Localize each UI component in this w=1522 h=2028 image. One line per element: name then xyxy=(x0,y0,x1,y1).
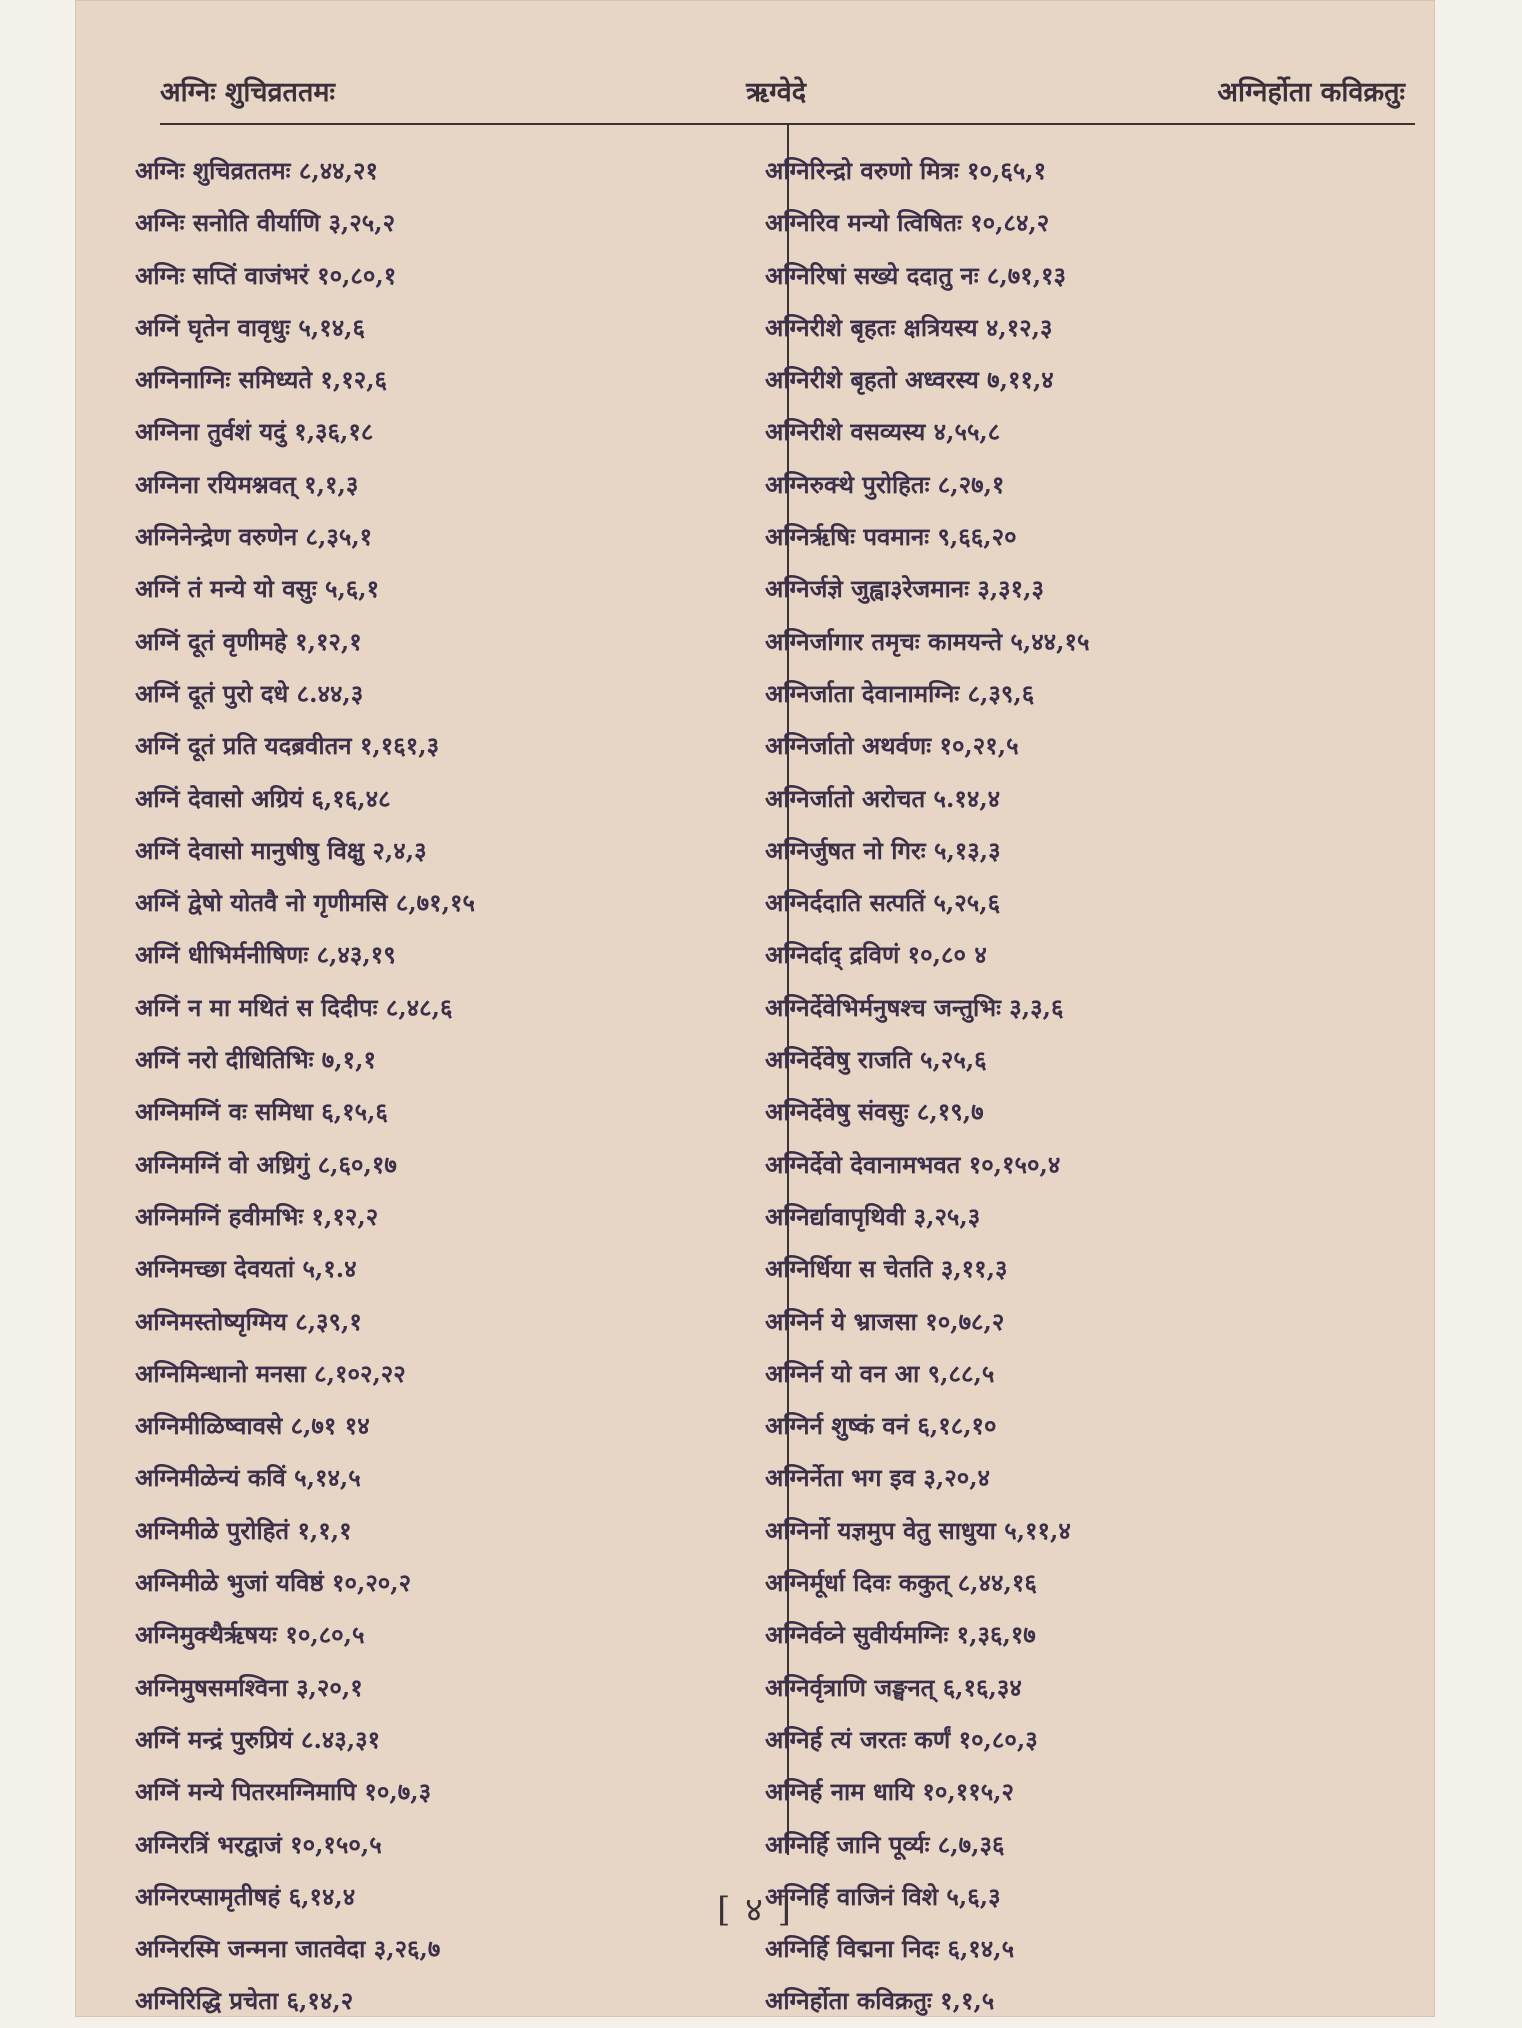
index-entry: अग्निर्ऋषिः पवमानः ९,६६,२० xyxy=(765,522,1017,552)
index-entry: अग्निर्न ये भ्राजसा १०,७८,२ xyxy=(765,1306,1005,1336)
index-entry: अग्निना रयिमश्नवत् १,१,३ xyxy=(135,469,359,499)
index-entry: अग्निरुक्थे पुरोहितः ८,२७,१ xyxy=(765,469,1005,499)
index-entry: अग्निं द्वेषो योतवै नो गृणीमसि ८,७१,१५ xyxy=(135,888,475,918)
index-entry: अग्निरप्सामृतीषहं ६,१४,४ xyxy=(135,1881,356,1911)
index-entry: अग्निः सनोति वीर्याणि ३,२५,२ xyxy=(135,208,396,238)
index-entry: अग्निर्नेता भग इव ३,२०,४ xyxy=(765,1463,991,1493)
header-right: अग्निर्होता कविक्रतुः xyxy=(1217,76,1405,108)
index-entry: अग्निनेन्द्रेण वरुणेन ८,३५,१ xyxy=(135,522,373,552)
index-entry: अग्निमीळे भुजां यविष्ठं १०,२०,२ xyxy=(135,1568,412,1598)
index-entry: अग्निर्होता कविक्रतुः १,१,५ xyxy=(765,1986,995,2016)
index-entry: अग्निरीशे बृहतः क्षत्रियस्य ४,१२,३ xyxy=(765,312,1053,342)
running-header xyxy=(160,60,1405,120)
left-column xyxy=(135,145,475,2028)
index-entry: अग्निर्न शुष्कं वनं ६,१८,१० xyxy=(765,1411,997,1441)
index-entry: अग्निर्द्यावापृथिवी ३,२५,३ xyxy=(765,1201,981,1231)
index-entry: अग्निमिन्धानो मनसा ८,१०२,२२ xyxy=(135,1358,406,1388)
index-entry: अग्निं धीभिर्मनीषिणः ८,४३,१९ xyxy=(135,940,396,970)
index-entry: अग्निरिषां सख्ये ददातु नः ८,७१,१३ xyxy=(765,260,1067,290)
index-entry: अग्निरिव मन्यो त्विषितः १०,८४,२ xyxy=(765,208,1050,238)
index-entry: अग्निं न मा मथितं स दिदीपः ८,४८,६ xyxy=(135,992,453,1022)
index-entry: अग्निरिद्धि प्रचेता ६,१४,२ xyxy=(135,1986,354,2016)
index-entry: अग्निर्जागार तमृचः कामयन्ते ५,४४,१५ xyxy=(765,626,1090,656)
index-entry: अग्निर्हि वाजिनं विशे ५,६,३ xyxy=(765,1881,1001,1911)
page-number: [ ४ ] xyxy=(717,1890,793,1930)
index-entry: अग्निः सप्तिं वाजंभरं १०,८०,१ xyxy=(135,260,397,290)
header-center: ऋग्वेदे xyxy=(746,76,807,108)
index-entry: अग्निमग्निं हवीमभिः १,१२,२ xyxy=(135,1201,379,1231)
index-entry: अग्निमग्निं वः समिधा ६,१५,६ xyxy=(135,1097,388,1127)
index-entry: अग्निर्हि जानि पूर्व्यः ८,७,३६ xyxy=(765,1829,1005,1859)
header-left: अग्निः शुचिव्रततमः xyxy=(160,76,335,108)
index-entry: अग्निर्देवेषु राजति ५,२५,६ xyxy=(765,1045,987,1075)
index-entry: अग्निर्वव्ने सुवीर्यमग्निः १,३६,१७ xyxy=(765,1620,1036,1650)
index-entry: अग्निरिन्द्रो वरुणो मित्रः १०,६५,१ xyxy=(765,156,1047,185)
index-entry: अग्निं दूतं प्रति यदब्रवीतन १,१६१,३ xyxy=(135,731,440,761)
index-entry: अग्निर्ह त्यं जरतः कर्णं १०,८०,३ xyxy=(765,1724,1038,1754)
index-entry: अग्निं घृतेन वावृधुः ५,१४,६ xyxy=(135,312,366,342)
index-entry: अग्निर्जातो अरोचत ५.१४,४ xyxy=(765,783,1001,813)
index-entry: अग्निर्जज्ञे जुह्वा३रेजमानः ३,३१,३ xyxy=(765,574,1044,604)
index-entry: अग्निं देवासो अग्रियं ६,१६,४८ xyxy=(135,783,391,813)
index-entry: अग्निनाग्निः समिध्यते १,१२,६ xyxy=(135,365,388,395)
index-entry: अग्निर्मूर्धा दिवः ककुत् ८,४४,१६ xyxy=(765,1568,1037,1598)
index-entry: अग्निर्न यो वन आ ९,८८,५ xyxy=(765,1358,995,1388)
index-entry: अग्निमस्तोष्यृग्मिय ८,३९,१ xyxy=(135,1306,362,1336)
index-entry: अग्निर्दाद् द्रविणं १०,८० ४ xyxy=(765,940,987,970)
index-entry: अग्निर्जाता देवानामग्निः ८,३९,६ xyxy=(765,678,1035,708)
index-entry: अग्निमीळे पुरोहितं १,१,१ xyxy=(135,1515,352,1545)
index-entry: अग्निर्देवो देवानामभवत १०,१५०,४ xyxy=(765,1149,1061,1179)
index-entry: अग्निर्हि विद्मना निदः ६,१४,५ xyxy=(765,1934,1015,1964)
index-entry: अग्निर्वृत्राणि जङ्घनत् ६,१६,३४ xyxy=(765,1672,1022,1702)
index-entry: अग्निं दूतं वृणीमहे १,१२,१ xyxy=(135,626,362,656)
index-entry: अग्निर्देवेषु संवसुः ८,१९,७ xyxy=(765,1097,984,1127)
index-entry: अग्निरत्रिं भरद्वाजं १०,१५०,५ xyxy=(135,1829,382,1859)
index-entry: अग्निरीशे बृहतो अध्वरस्य ७,११,४ xyxy=(765,365,1054,395)
index-entry: अग्निं दूतं पुरो दधे ८.४४,३ xyxy=(135,678,364,708)
index-entry: अग्निं नरो दीधितिभिः ७,१,१ xyxy=(135,1045,376,1075)
index-entry: अग्निर्देवेभिर्मनुषश्च जन्तुभिः ३,३,६ xyxy=(765,992,1064,1022)
index-entry: अग्निमुषसमश्विना ३,२०,१ xyxy=(135,1672,363,1702)
index-entry: अग्निमग्निं वो अध्रिगुं ८,६०,१७ xyxy=(135,1149,397,1179)
index-entry: अग्निं मन्ये पितरमग्निमापि १०,७,३ xyxy=(135,1777,432,1807)
index-entry: अग्निर्जुषत नो गिरः ५,१३,३ xyxy=(765,835,1001,865)
index-entry: अग्निमीळेन्यं कविं ५,१४,५ xyxy=(135,1463,361,1493)
index-entry: अग्निं देवासो मानुषीषु विक्षु २,४,३ xyxy=(135,835,427,865)
index-entry: अग्निरीशे वसव्यस्य ४,५५,८ xyxy=(765,417,1001,447)
index-entry: अग्निमुक्थैर्ऋषयः १०,८०,५ xyxy=(135,1620,365,1650)
index-entry: अग्निरस्मि जन्मना जातवेदा ३,२६,७ xyxy=(135,1934,441,1964)
index-entry: अग्निमीळिष्वावसे ८,७१ १४ xyxy=(135,1411,370,1441)
book-page xyxy=(75,0,1435,2017)
index-entry: अग्निर्धिया स चेतति ३,११,३ xyxy=(765,1254,1008,1284)
index-entry: अग्निना तुर्वशं यदुं १,३६,१८ xyxy=(135,417,374,447)
index-entry: अग्निं मन्द्रं पुरुप्रियं ८.४३,३१ xyxy=(135,1724,381,1754)
index-entry: अग्निर्ह नाम धायि १०,११५,२ xyxy=(765,1777,1015,1807)
index-entry: अग्निर्ददाति सत्पतिं ५,२५,६ xyxy=(765,888,1001,918)
index-entry: अग्निमच्छा देवयतां ५,१.४ xyxy=(135,1254,357,1284)
index-entry: अग्निर्जातो अथर्वणः १०,२१,५ xyxy=(765,731,1019,761)
right-column xyxy=(765,145,1089,2028)
index-entry: अग्निं तं मन्ये यो वसुः ५,६,१ xyxy=(135,574,380,604)
index-entry: अग्निर्नो यज्ञमुप वेतु साधुया ५,११,४ xyxy=(765,1515,1071,1545)
index-entry: अग्निः शुचिव्रततमः ८,४४,२१ xyxy=(135,156,378,185)
